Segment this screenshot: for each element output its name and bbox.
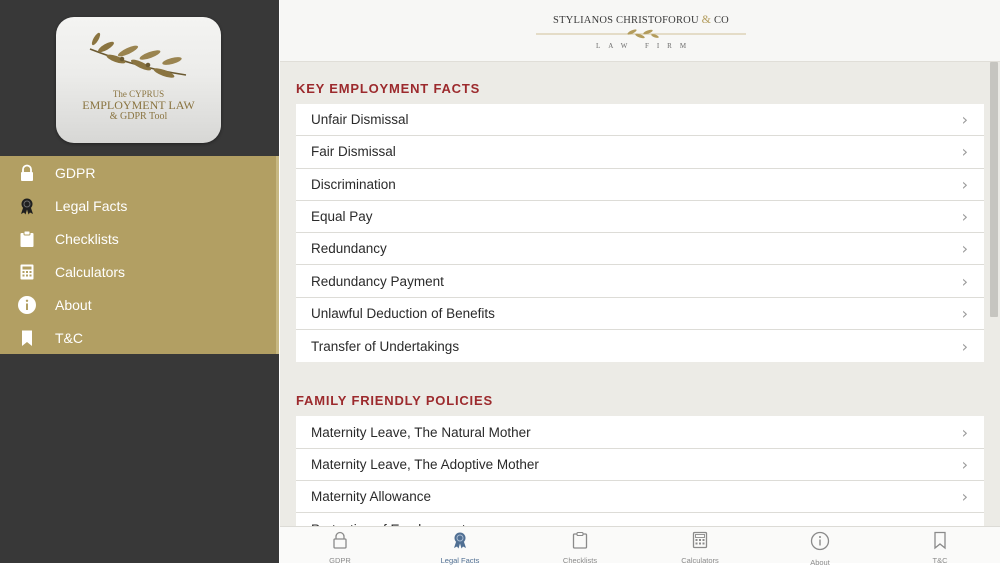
section-title-key-employment-facts: KEY EMPLOYMENT FACTS <box>296 81 481 96</box>
chevron-right-icon: › <box>961 303 968 323</box>
firm-name-left: STYLIANOS CHRISTOFOROU <box>553 15 699 26</box>
chevron-right-icon: › <box>961 174 968 194</box>
calculator-icon <box>691 531 709 554</box>
list-item[interactable] <box>296 136 984 168</box>
sidebar-item-label: T&C <box>55 329 83 346</box>
chevron-right-icon: › <box>961 487 968 507</box>
firm-name <box>536 12 746 27</box>
list-item[interactable] <box>296 169 984 201</box>
chevron-right-icon: › <box>961 110 968 130</box>
sidebar-item-legal-facts[interactable] <box>0 189 279 222</box>
clipboard-icon <box>571 531 589 554</box>
sidebar-item-label: Legal Facts <box>55 197 128 214</box>
list-item-label: Discrimination <box>311 176 396 192</box>
tab-legal-facts[interactable] <box>400 527 520 563</box>
list-item[interactable] <box>296 449 984 481</box>
tab-label: Checklists <box>562 556 598 565</box>
list-item-label: Maternity Leave, The Adoptive Mother <box>311 456 539 472</box>
award-ribbon-icon <box>0 197 55 215</box>
sidebar-divider <box>276 156 279 354</box>
section-title-family-friendly-policies: FAMILY FRIENDLY POLICIES <box>296 393 493 409</box>
tab-label: Legal Facts <box>440 556 480 565</box>
bookmark-icon <box>931 531 949 554</box>
chevron-right-icon: › <box>961 422 968 442</box>
tab-label: Calculators <box>681 556 719 565</box>
list-item-label: Transfer of Undertakings <box>311 338 460 354</box>
sidebar-item-tc[interactable] <box>0 321 279 354</box>
list-item[interactable] <box>296 481 984 513</box>
logo-line-2: EMPLOYMENT LAW <box>82 98 195 112</box>
firm-logo <box>536 12 746 50</box>
firm-name-right: CO <box>713 15 729 26</box>
logo-text <box>56 89 221 122</box>
chevron-right-icon: › <box>961 336 968 356</box>
list-item[interactable] <box>296 233 984 265</box>
chevron-right-icon: › <box>961 271 968 291</box>
scrollbar-thumb[interactable] <box>990 62 998 317</box>
list-item[interactable] <box>296 298 984 330</box>
olive-branch-icon <box>86 29 191 79</box>
list-item-label: Redundancy Payment <box>311 273 444 289</box>
tab-label: T&C <box>932 556 948 565</box>
tab-gdpr[interactable] <box>280 527 400 563</box>
lock-icon <box>0 164 55 182</box>
list-item-label: Equal Pay <box>311 209 373 225</box>
sidebar-item-label: About <box>55 296 92 313</box>
list-item-label: Unfair Dismissal <box>311 112 409 128</box>
award-ribbon-icon <box>451 531 469 554</box>
chevron-right-icon: › <box>961 207 968 227</box>
sidebar-item-calculators[interactable] <box>0 255 279 288</box>
list-item[interactable] <box>296 416 984 448</box>
list-item-label: Maternity Allowance <box>311 489 432 505</box>
list-item-label: Maternity Leave, The Natural Mother <box>311 424 531 440</box>
sidebar-item-gdpr[interactable] <box>0 156 279 189</box>
tab-checklists[interactable] <box>520 527 640 563</box>
list-item-label: Redundancy <box>311 241 387 257</box>
info-icon <box>0 295 55 315</box>
list-item-label: Unlawful Deduction of Benefits <box>311 305 495 321</box>
sidebar <box>0 0 279 563</box>
list-item[interactable] <box>296 104 984 136</box>
list-item[interactable] <box>296 265 984 297</box>
tab-about[interactable] <box>760 527 880 567</box>
scrollbar[interactable] <box>988 62 998 526</box>
bottom-tab-bar <box>280 526 1000 567</box>
list-item[interactable] <box>296 201 984 233</box>
firm-subtitle: LAW FIRM <box>595 42 695 50</box>
key-employment-facts-list <box>296 104 984 362</box>
tab-tc[interactable] <box>880 527 1000 563</box>
logo-line-3: & GDPR Tool <box>109 111 168 122</box>
chevron-right-icon: › <box>961 454 968 474</box>
tab-label: GDPR <box>329 556 351 565</box>
chevron-right-icon: › <box>961 239 968 259</box>
tab-label: About <box>810 558 830 567</box>
firm-ampersand: & <box>701 12 712 26</box>
main-panel <box>280 0 1000 567</box>
olive-branch-icon <box>536 27 746 41</box>
sidebar-menu <box>0 156 279 354</box>
logo-line-1: The CYPRUS <box>112 89 165 99</box>
lock-icon <box>331 531 349 554</box>
header <box>280 0 1000 62</box>
sidebar-item-label: GDPR <box>55 164 96 181</box>
calculator-icon <box>0 263 55 281</box>
chevron-right-icon: › <box>961 142 968 162</box>
list-item-label: Fair Dismissal <box>311 144 396 160</box>
bookmark-icon <box>0 329 55 347</box>
sidebar-item-label: Checklists <box>55 230 119 247</box>
content-scroll[interactable] <box>296 62 984 526</box>
sidebar-item-label: Calculators <box>55 263 126 280</box>
info-icon <box>810 531 830 556</box>
list-item[interactable] <box>296 330 984 362</box>
tab-calculators[interactable] <box>640 527 760 563</box>
sidebar-item-checklists[interactable] <box>0 222 279 255</box>
sidebar-item-about[interactable] <box>0 288 279 321</box>
clipboard-icon <box>0 230 55 248</box>
app-logo <box>56 17 221 143</box>
